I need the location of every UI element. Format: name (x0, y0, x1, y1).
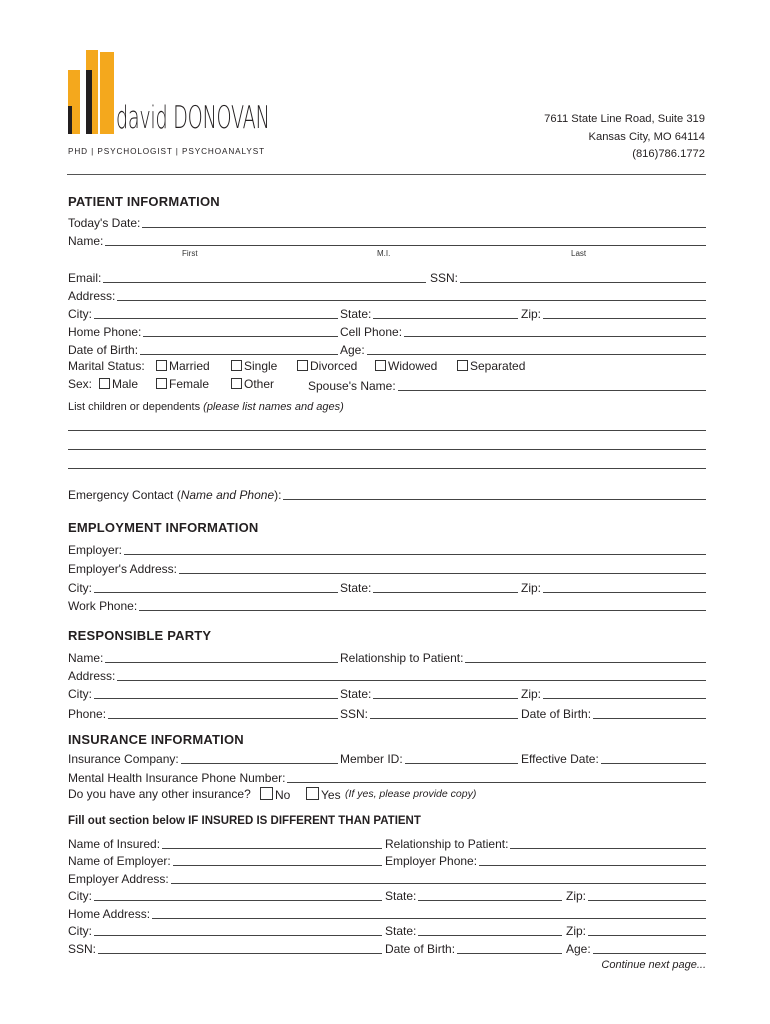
responsible-address-row (68, 667, 706, 683)
children-hint: (please list names and ages) (203, 401, 344, 413)
employment-city-label: City: (68, 581, 92, 595)
home-phone-label: Home Phone: (68, 325, 142, 339)
home-phone-field[interactable] (68, 323, 338, 339)
insured-employer-city-field[interactable] (68, 887, 382, 903)
ssn-label: SSN: (430, 271, 459, 285)
effective-date-field[interactable] (521, 750, 706, 766)
yes-label: Yes (321, 788, 341, 802)
insured-ssn-label: SSN: (68, 942, 97, 956)
address-label: Address: (68, 289, 116, 303)
insured-ssn-field[interactable] (68, 940, 382, 956)
insured-different-note: Fill out section below IF INSURED IS DIFFERENT THAN PATIENT (68, 815, 421, 827)
responsible-relationship-label: Relationship to Patient: (340, 651, 464, 665)
responsible-address-field[interactable] (68, 667, 706, 683)
divorced-checkbox[interactable] (297, 360, 308, 371)
emergency-contact-label (68, 488, 281, 502)
single-option[interactable] (231, 359, 277, 373)
zip-field[interactable] (521, 305, 706, 321)
responsible-phone-field[interactable] (68, 705, 338, 721)
male-checkbox[interactable] (99, 378, 110, 389)
emergency-label-b: Name and Phone (180, 488, 275, 502)
insured-employer-zip-label: Zip: (566, 889, 587, 903)
city-row (68, 305, 706, 321)
responsible-party-heading: RESPONSIBLE PARTY (68, 628, 212, 643)
married-label: Married (169, 359, 210, 373)
insured-age-field[interactable] (566, 940, 706, 956)
emergency-label-c: ): (274, 488, 282, 502)
work-phone-label: Work Phone: (68, 599, 138, 613)
insured-dob-field[interactable] (385, 940, 562, 956)
member-id-field[interactable] (340, 750, 518, 766)
todays-date-label: Today's Date: (68, 216, 141, 230)
other-insurance-yes-option[interactable] (306, 787, 341, 802)
marital-row (68, 359, 706, 375)
female-label: Female (169, 377, 210, 391)
cell-phone-label: Cell Phone: (340, 325, 403, 339)
employment-heading: EMPLOYMENT INFORMATION (68, 520, 259, 535)
header-divider (67, 174, 706, 175)
insurance-company-row (68, 750, 706, 766)
children-label-text: List children or dependents (68, 401, 204, 413)
insured-employer-zip-field[interactable] (566, 887, 706, 903)
emergency-label-a: Emergency Contact ( (68, 488, 181, 502)
spouse-name-label: Spouse's Name: (308, 379, 396, 393)
single-checkbox[interactable] (231, 360, 242, 371)
address-line1: 7611 State Line Road, Suite 319 (544, 113, 705, 125)
yes-checkbox[interactable] (306, 787, 319, 800)
email-label: Email: (68, 271, 102, 285)
age-field[interactable] (340, 341, 706, 357)
state-field[interactable] (340, 305, 518, 321)
insured-home-city-row (68, 922, 706, 938)
dob-row (68, 341, 706, 357)
employer-field[interactable] (68, 541, 706, 557)
address-field[interactable] (68, 287, 706, 303)
insured-employer-address-label: Employer Address: (68, 872, 169, 886)
name-field[interactable] (68, 232, 706, 248)
mi-sublabel: M.I. (377, 249, 391, 258)
address-line2: Kansas City, MO 64114 (588, 130, 705, 143)
work-phone-row (68, 597, 706, 613)
separated-label: Separated (470, 359, 526, 373)
insured-age-label: Age: (566, 942, 591, 956)
mh-phone-field[interactable] (68, 769, 706, 785)
employment-state-label: State: (340, 581, 372, 595)
insured-home-state-label: State: (385, 924, 417, 938)
other-checkbox[interactable] (231, 378, 242, 389)
insured-home-address-label: Home Address: (68, 907, 151, 921)
responsible-zip-label: Zip: (521, 687, 542, 701)
member-id-label: Member ID: (340, 752, 403, 766)
responsible-dob-label: Date of Birth: (521, 707, 592, 721)
sex-row (68, 377, 706, 393)
mh-phone-row (68, 769, 706, 785)
employer-address-row (68, 560, 706, 576)
separated-option[interactable] (457, 359, 525, 373)
insured-name-field[interactable] (68, 835, 382, 851)
employment-zip-label: Zip: (521, 581, 542, 595)
employer-label: Employer: (68, 543, 123, 557)
responsible-dob-field[interactable] (521, 705, 706, 721)
children-line-1[interactable] (68, 430, 706, 431)
other-option[interactable] (231, 377, 274, 391)
yes-hint: (If yes, please provide copy) (345, 788, 477, 800)
continue-next-page: Continue next page... (601, 959, 706, 971)
responsible-relationship-field[interactable] (340, 649, 706, 665)
employer-address-label: Employer's Address: (68, 562, 178, 576)
other-insurance-no-option[interactable] (260, 787, 290, 802)
responsible-phone-label: Phone: (68, 707, 107, 721)
responsible-state-label: State: (340, 687, 372, 701)
responsible-city-field[interactable] (68, 685, 338, 701)
employer-row (68, 541, 706, 557)
logo-tagline: PHD | PSYCHOLOGIST | PSYCHOANALYST (68, 147, 265, 156)
work-phone-field[interactable] (68, 597, 706, 613)
insured-employer-field[interactable] (68, 852, 382, 868)
other-insurance-question: Do you have any other insurance? (68, 787, 251, 801)
insured-employer-address-row (68, 870, 706, 886)
no-checkbox[interactable] (260, 787, 273, 800)
responsible-city-label: City: (68, 687, 92, 701)
phone-row (68, 323, 706, 339)
insured-dob-label: Date of Birth: (385, 942, 456, 956)
patient-info-heading: PATIENT INFORMATION (68, 194, 220, 209)
employment-city-field[interactable] (68, 579, 338, 595)
responsible-zip-field[interactable] (521, 685, 706, 701)
practice-phone: (816)786.1772 (632, 148, 705, 160)
insured-employer-city-label: City: (68, 889, 92, 903)
insured-home-zip-field[interactable] (566, 922, 706, 938)
city-label: City: (68, 307, 92, 321)
sex-label: Sex: (68, 377, 93, 391)
age-label: Age: (340, 343, 365, 357)
logo-name: david DONOVAN (116, 100, 270, 136)
insured-employer-row (68, 852, 706, 868)
dob-field[interactable] (68, 341, 338, 357)
responsible-state-field[interactable] (340, 685, 518, 701)
insurance-heading: INSURANCE INFORMATION (68, 732, 244, 747)
name-label: Name: (68, 234, 104, 248)
first-sublabel: First (182, 249, 198, 258)
employment-zip-field[interactable] (521, 579, 706, 595)
male-option[interactable] (99, 377, 138, 391)
responsible-ssn-label: SSN: (340, 707, 369, 721)
mh-phone-label: Mental Health Insurance Phone Number: (68, 771, 286, 785)
insurance-company-label: Insurance Company: (68, 752, 179, 766)
other-insurance-row (68, 787, 706, 803)
widowed-label: Widowed (388, 359, 438, 373)
insured-employer-state-label: State: (385, 889, 417, 903)
responsible-name-label: Name: (68, 651, 104, 665)
insured-home-address-field[interactable] (68, 905, 706, 921)
insured-name-row (68, 835, 706, 851)
marital-status-label: Marital Status: (68, 359, 145, 373)
zip-label: Zip: (521, 307, 542, 321)
dd-monogram-icon (66, 48, 116, 138)
single-label: Single (244, 359, 278, 373)
male-label: Male (112, 377, 139, 391)
female-checkbox[interactable] (156, 378, 167, 389)
divorced-option[interactable] (297, 359, 357, 373)
children-label (68, 401, 344, 413)
insured-employer-label: Name of Employer: (68, 854, 171, 868)
spouse-name-field[interactable] (308, 377, 706, 393)
todays-date-row (68, 214, 706, 230)
insured-relationship-field[interactable] (385, 835, 706, 851)
divorced-label: Divorced (310, 359, 358, 373)
email-field[interactable] (68, 269, 426, 285)
employment-state-field[interactable] (340, 579, 518, 595)
address-row (68, 287, 706, 303)
last-sublabel: Last (571, 249, 587, 258)
insured-home-address-row (68, 905, 706, 921)
emergency-contact-field[interactable] (68, 486, 706, 502)
female-option[interactable] (156, 377, 209, 391)
employer-address-field[interactable] (68, 560, 706, 576)
insured-employer-city-row (68, 887, 706, 903)
children-line-2[interactable] (68, 449, 706, 450)
responsible-city-row (68, 685, 706, 701)
widowed-option[interactable] (375, 359, 437, 373)
email-row (68, 269, 706, 285)
responsible-name-row (68, 649, 706, 665)
insured-ssn-row (68, 940, 706, 956)
responsible-name-field[interactable] (68, 649, 338, 665)
other-label: Other (244, 377, 275, 391)
city-field[interactable] (68, 305, 338, 321)
insured-employer-phone-label: Employer Phone: (385, 854, 478, 868)
married-checkbox[interactable] (156, 360, 167, 371)
effective-date-label: Effective Date: (521, 752, 599, 766)
insurance-company-field[interactable] (68, 750, 338, 766)
name-row (68, 232, 706, 248)
insured-relationship-label: Relationship to Patient: (385, 837, 509, 851)
state-label: State: (340, 307, 372, 321)
insured-employer-phone-field[interactable] (385, 852, 706, 868)
insured-home-zip-label: Zip: (566, 924, 587, 938)
insured-employer-address-field[interactable] (68, 870, 706, 886)
insured-employer-state-field[interactable] (385, 887, 562, 903)
cell-phone-field[interactable] (340, 323, 706, 339)
responsible-ssn-field[interactable] (340, 705, 518, 721)
ssn-field[interactable] (430, 269, 706, 285)
insured-home-city-field[interactable] (68, 922, 382, 938)
practice-address (544, 111, 705, 164)
widowed-checkbox[interactable] (375, 360, 386, 371)
separated-checkbox[interactable] (457, 360, 468, 371)
employment-city-row (68, 579, 706, 595)
todays-date-field[interactable] (68, 214, 706, 230)
married-option[interactable] (156, 359, 210, 373)
no-label: No (275, 788, 291, 802)
responsible-address-label: Address: (68, 669, 116, 683)
emergency-row (68, 486, 706, 502)
insured-name-label: Name of Insured: (68, 837, 161, 851)
insured-home-state-field[interactable] (385, 922, 562, 938)
dob-label: Date of Birth: (68, 343, 139, 357)
responsible-phone-row (68, 705, 706, 721)
children-line-3[interactable] (68, 468, 706, 469)
insured-home-city-label: City: (68, 924, 92, 938)
